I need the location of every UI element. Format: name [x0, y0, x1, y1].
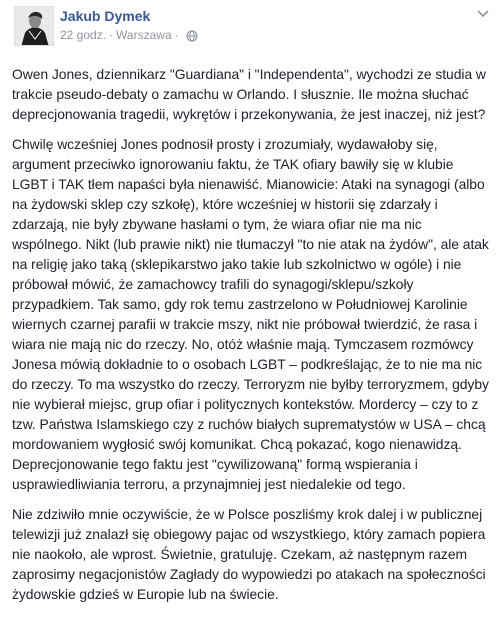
post-location[interactable]: Warszawa [116, 28, 172, 42]
post-paragraph: Chwilę wcześniej Jones podnosił prosty i zrozumiały, wydawałoby się, argument przeciwko ignorowaniu faktu, że TAK ofiary bawiły się w klubie LGBT i TAK tłem napaści była nienawiść. Mianowicie: Ataki na synagogi (albo na żydowski sklep czy szkołę), które wcześniej w historii się zdarzały i zdarzają, nie były zbywane hasłami o tym, że wiara ofiar nie ma nic wspólnego. Nikt (lub prawie nikt) nie tłumaczył "to nie atak na żydów", ale atak na religię jako taką (sklepikarstwo jako takie lub szkolnictwo w ogóle) i nie próbował mówić, że zamachowcy trafili do synagogi/sklepu/szkoły przypadkiem. Tak samo, gdy rok temu zastrzelono w Południowej Karolinie wiernych czarnej parafii w trakcie mszy, nikt nie próbował twierdzić, że rasa i wiara nie mają nic do rzeczy. No, otóż właśnie mają. Tymczasem rozmówcy Jonesa mówią dokładnie to o osobach LGBT – podkreślając, że to nie ma nic do rzeczy. To ma wszystko do rzeczy. Terroryzm nie byłby terroryzmem, gdyby nie wybierał miejsc, grup ofiar i politycznych kontekstów. Mordercy – czy to z tzw. Państwa Islamskiego czy z ruchów białych suprematystów w USA – chcą mordowaniem wygłosić swój komunikat. Chcą pokazać, kogo nienawidzą. Deprecjonowanie tego faktu jest "cywilizowaną" formą wspierania i usprawiedliwiania terroru, a przynajmniej jest niedalekie od tego. [12, 136, 489, 492]
globe-icon[interactable] [186, 30, 198, 42]
meta-separator: · [109, 28, 114, 42]
post-paragraph: Owen Jones, dziennikarz "Guardiana" i "Independenta", wychodzi ze studia w trakcie pseudo-debaty o zamachu w Orlando. I słusznie. Ile można słuchać deprecjonowania tragedii, wykrętów i przekonywania, że jest inaczej, niż jest? [12, 66, 486, 122]
post-paragraph: Nie zdziwiło mnie oczywiście, że w Polsce poszliśmy krok dalej i w publicznej telewizji już znalazł się obiegowy pajac od wszystkiego, który zamach popiera nie naokoło, ale wprost. Świetnie, gratuluję. Czekam, aż następnym razem zaprosimy negacjonistów Zagłady do wypowiedzi po atakach na społeczności żydowskie gdzieś w Europie lub na świecie. [12, 506, 486, 602]
author-name[interactable]: Jakub Dymek [60, 8, 151, 24]
post-meta [60, 28, 198, 43]
post-timestamp[interactable]: 22 godz. [60, 28, 107, 42]
meta-separator-2: · [174, 28, 179, 42]
avatar-photo [15, 7, 54, 46]
avatar[interactable] [14, 6, 54, 46]
post-body [12, 64, 490, 614]
post-header [14, 6, 490, 50]
chevron-down-icon[interactable] [476, 8, 490, 18]
